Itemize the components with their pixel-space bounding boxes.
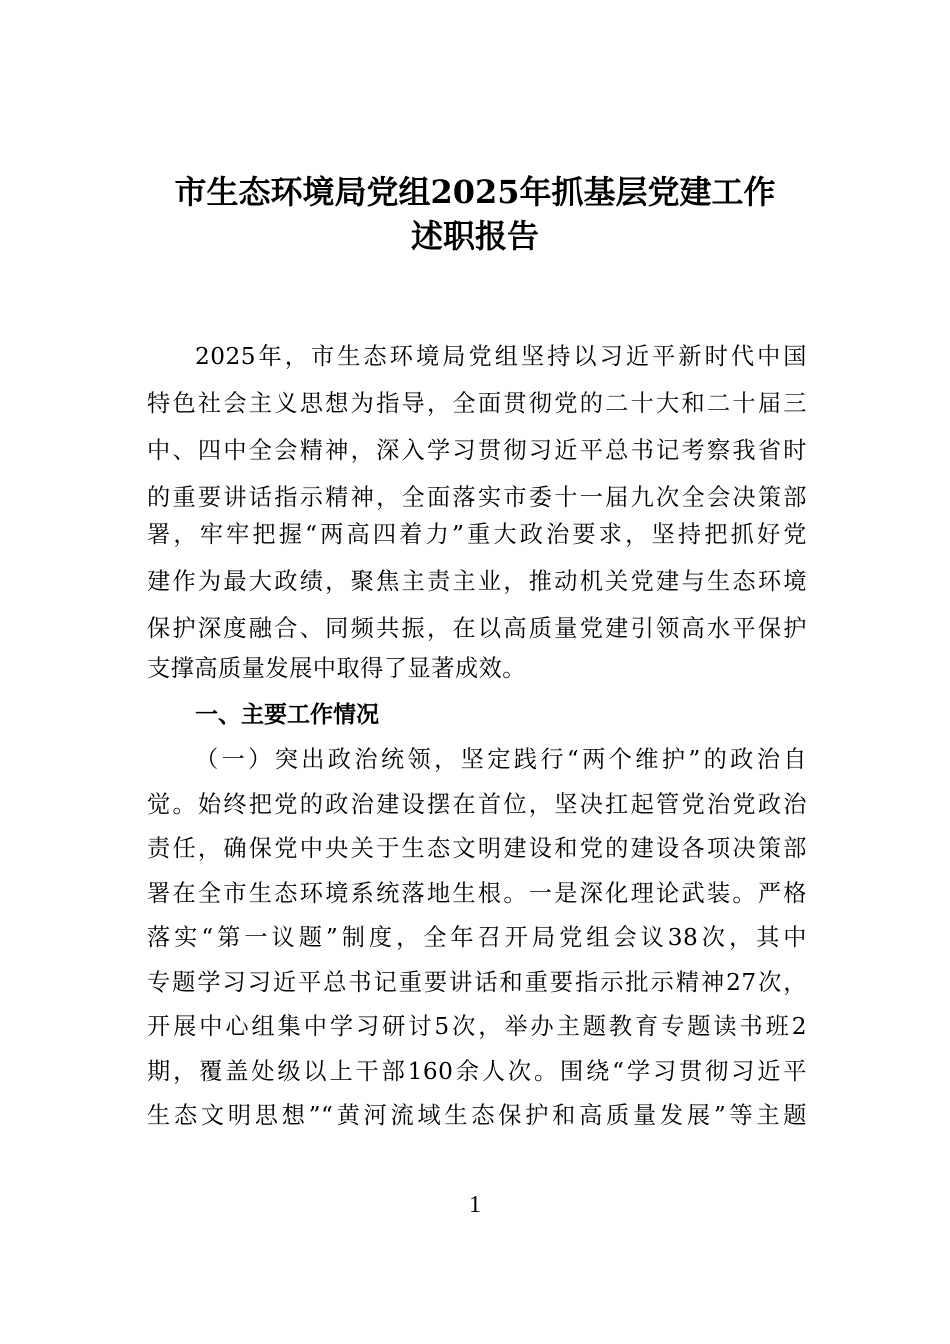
intro-paragraph-line: 建作为最大政绩，聚焦主责主业，推动机关党建与生态环境 bbox=[147, 568, 807, 595]
document-title-line-2: 述职报告 bbox=[410, 217, 539, 255]
section-heading: 一、主要工作情况 bbox=[195, 702, 379, 728]
intro-paragraph-line: 支撑高质量发展中取得了显著成效。 bbox=[147, 655, 526, 682]
intro-paragraph-line: 的重要讲话指示精神，全面落实市委十一届九次全会决策部 bbox=[147, 484, 807, 511]
subsection-paragraph-line: 觉。始终把党的政治建设摆在首位，坚决扛起管党治党政治 bbox=[147, 791, 807, 818]
document-title-line-1: 市生态环境局党组2025年抓基层党建工作 bbox=[174, 173, 776, 211]
page-number: 1 bbox=[469, 1192, 481, 1218]
subsection-paragraph-line: 开展中心组集中学习研讨5次，举办主题教育专题读书班2 bbox=[147, 1013, 807, 1040]
subsection-paragraph-line: 署在全市生态环境系统落地生根。一是深化理论武装。严格 bbox=[147, 880, 807, 907]
subsection-paragraph-line: 责任，确保党中央关于生态文明建设和党的建设各项决策部 bbox=[147, 835, 807, 862]
subsection-paragraph-line: （一）突出政治统领，坚定践行“两个维护”的政治自 bbox=[195, 746, 807, 773]
intro-paragraph-line: 特色社会主义思想为指导，全面贯彻党的二十大和二十届三 bbox=[147, 390, 807, 417]
subsection-paragraph-line: 专题学习习近平总书记重要讲话和重要指示批示精神27次， bbox=[147, 969, 807, 996]
subsection-paragraph-line: 期，覆盖处级以上干部160余人次。围绕“学习贯彻习近平 bbox=[147, 1058, 807, 1085]
intro-paragraph-line: 保护深度融合、同频共振，在以高质量党建引领高水平保护 bbox=[147, 615, 807, 642]
intro-paragraph-line: 中、四中全会精神，深入学习贯彻习近平总书记考察我省时 bbox=[147, 437, 807, 464]
subsection-paragraph-line: 落实“第一议题”制度，全年召开局党组会议38次，其中 bbox=[147, 924, 807, 951]
subsection-paragraph-line: 生态文明思想”“黄河流域生态保护和高质量发展”等主题 bbox=[147, 1102, 807, 1129]
intro-paragraph-line: 2025年，市生态环境局党组坚持以习近平新时代中国 bbox=[195, 343, 807, 370]
intro-paragraph-line: 署，牢牢把握“两高四着力”重大政治要求，坚持把抓好党 bbox=[147, 521, 807, 548]
